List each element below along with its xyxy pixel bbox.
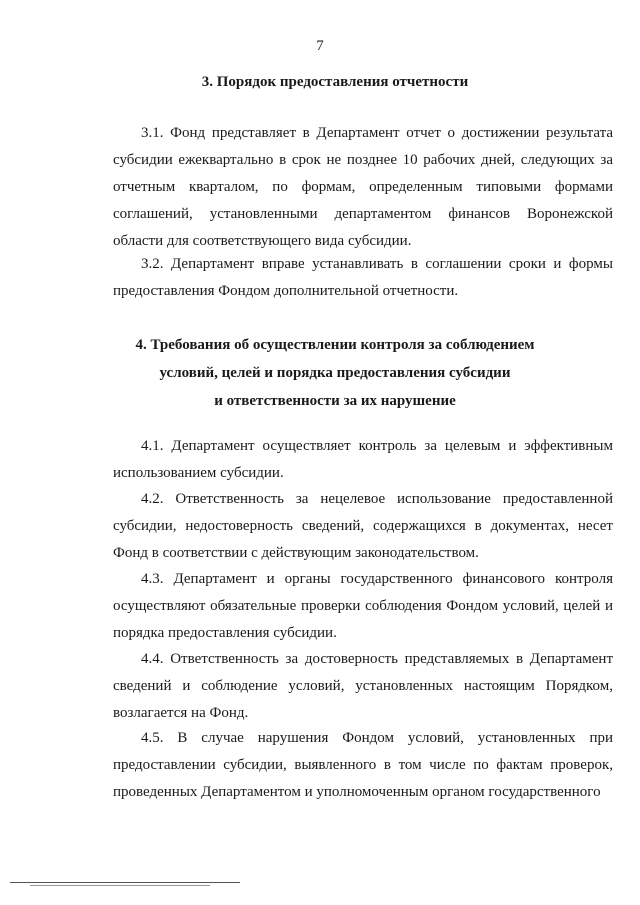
section-4-heading-line-2: условий, целей и порядка предоставления субсидии xyxy=(159,365,511,381)
paragraph-4-1: 4.1. Департамент осуществляет контроль за целевым и эффективным использованием субсидии. xyxy=(113,438,613,481)
section-3-heading: 3. Порядок предоставления отчетности xyxy=(201,74,469,90)
paragraph-4-4: 4.4. Ответственность за достоверность представляемых в Департамент сведений и соблюдение условий, установленных настоящим Порядком, возлагается на Фонд. xyxy=(113,651,613,721)
paragraph-4-5: 4.5. В случае нарушения Фондом условий, установленных при предоставлении субсидии, выявленного в том числе по фактам проверок, проведенных Департаментом и уполномоченным органом государственного xyxy=(113,730,613,800)
footer-rule xyxy=(10,882,240,883)
footer-rule-secondary xyxy=(30,885,210,886)
paragraph-4-2: 4.2. Ответственность за нецелевое использование предоставленной субсидии, недостоверность сведений, содержащихся в документах, несет Фонд в соответствии с действующим законодательством. xyxy=(113,491,613,561)
section-4-heading xyxy=(70,331,600,415)
paragraph-3-2: 3.2. Департамент вправе устанавливать в соглашении сроки и формы предоставления Фондом дополнительной отчетности. xyxy=(113,256,613,299)
paragraph-4-3: 4.3. Департамент и органы государственного финансового контроля осуществляют обязательные проверки соблюдения Фондом условий, целей и порядка предоставления субсидии. xyxy=(113,571,613,641)
section-4-heading-line-1: 4. Требования об осуществлении контроля за соблюдением xyxy=(135,337,535,353)
section-4-heading-line-3: и ответственности за их нарушение xyxy=(214,393,456,409)
page-number: 7 xyxy=(316,38,324,54)
paragraph-3-1: 3.1. Фонд представляет в Департамент отчет о достижении результата субсидии ежеквартально в срок не позднее 10 рабочих дней, следующих за отчетным кварталом, по формам, определенным типовыми формами соглашений, установленными департаментом финансов Воронежской области для соответствующего вида субсидии. xyxy=(113,125,613,249)
